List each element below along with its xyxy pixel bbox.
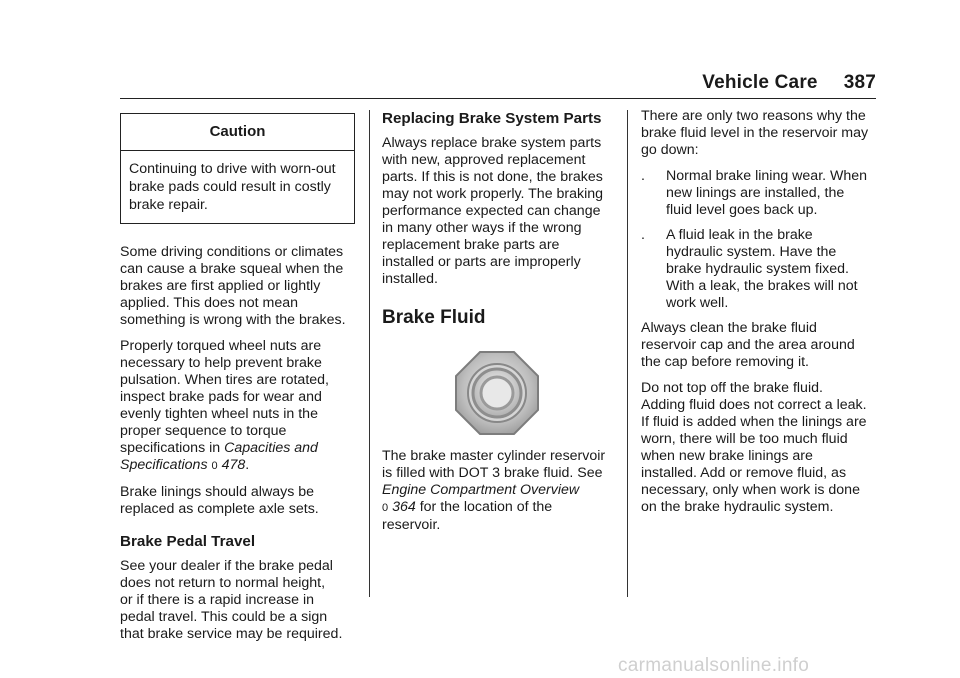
text-line: Always replace brake system parts — [382, 135, 602, 151]
brake-fluid-icon-area — [382, 330, 614, 448]
watermark: carmanualsonline.info — [618, 655, 810, 676]
column-divider — [627, 110, 628, 597]
caution-text — [121, 151, 354, 223]
list-item — [641, 227, 877, 312]
paragraph-wheel-nuts — [120, 338, 358, 475]
text-line: See your dealer if the brake pedal — [120, 558, 333, 574]
text-line: Some driving conditions or climates — [120, 244, 344, 260]
bullet-mark: . — [641, 227, 645, 243]
page-ref-478[interactable]: 478 — [221, 457, 246, 473]
text-line: go down: — [641, 142, 699, 158]
text-line: The brake master cylinder reservoir — [382, 448, 606, 464]
page-header — [702, 72, 876, 94]
heading-brake-fluid: Brake Fluid — [382, 307, 486, 328]
text-line: Brake linings should always be — [120, 484, 315, 500]
text-fragment: specifications in — [120, 440, 225, 456]
text-line: can cause a brake squeal when the — [120, 261, 344, 277]
paragraph-do-not-top-off — [641, 380, 877, 516]
text-line: Specifications 0 478. — [120, 457, 250, 473]
text-line: or if there is a rapid increase in — [120, 592, 314, 608]
text-line: installed. — [382, 271, 438, 287]
text-line: fluid level goes back up. — [666, 202, 818, 218]
text-line: with new, approved replacement — [382, 152, 586, 168]
caution-box — [120, 113, 355, 224]
column-2 — [382, 108, 614, 543]
text-line: worn, there will be too much fluid — [641, 431, 848, 447]
text-line: the cap before removing it. — [641, 354, 809, 370]
text-line: on the brake hydraulic system. — [641, 499, 834, 515]
header-rule — [120, 98, 876, 99]
text-line: installed or parts are improperly — [382, 254, 581, 270]
text-line: performance expected can change — [382, 203, 601, 219]
text-line: may not work properly. The braking — [382, 186, 604, 202]
text-line: With a leak, the brakes will not — [666, 278, 858, 294]
text-line: when new brake linings are — [641, 448, 813, 464]
heading-brake-pedal-travel: Brake Pedal Travel — [120, 533, 256, 550]
caution-line: Continuing to drive with worn-out — [129, 161, 336, 177]
heading-replacing-brake-parts: Replacing Brake System Parts — [382, 110, 602, 127]
text-line: necessary to help prevent brake — [120, 355, 322, 371]
engine-compartment-xref-link[interactable]: Engine Compartment Overview — [382, 482, 580, 498]
text-line: replaced as complete axle sets. — [120, 501, 319, 517]
text-line: Normal brake lining wear. When — [666, 168, 868, 184]
caution-title: Caution — [121, 114, 354, 151]
paragraph-pedal-travel — [120, 558, 358, 643]
text-line: There are only two reasons why the — [641, 108, 866, 124]
text-line: hydraulic system. Have the — [666, 244, 837, 260]
text-line: is filled with DOT 3 brake fluid. See — [382, 465, 603, 481]
text-line: inspect brake pads for wear and — [120, 389, 322, 405]
text-line: pulsation. When tires are rotated, — [120, 372, 329, 388]
column-1 — [120, 108, 358, 652]
specifications-xref-link[interactable]: Specifications — [120, 457, 208, 473]
text-line: reservoir. — [382, 517, 441, 533]
text-line: in many other ways if the wrong — [382, 220, 582, 236]
page-number: 387 — [843, 72, 876, 93]
text-line: new linings are installed, the — [666, 185, 845, 201]
paragraph-brake-squeal — [120, 244, 358, 329]
text-line: Always clean the brake fluid — [641, 320, 817, 336]
text-line — [120, 440, 358, 457]
text-line: work well. — [666, 295, 729, 311]
list-item — [641, 168, 877, 219]
text-line: installed. Add or remove fluid, as — [641, 465, 847, 481]
text-line: reservoir cap and the area around — [641, 337, 855, 353]
paragraph-master-cylinder — [382, 448, 614, 534]
text-line: evenly tighten wheel nuts in the — [120, 406, 318, 422]
text-line: If fluid is added when the linings are — [641, 414, 867, 430]
column-3 — [641, 108, 877, 525]
text-line: something is wrong with the brakes. — [120, 312, 346, 328]
text-line: pedal travel. This could be a sign — [120, 609, 328, 625]
column-divider — [369, 110, 370, 597]
reasons-list — [641, 168, 877, 312]
text-line: proper sequence to torque — [120, 423, 287, 439]
text-line: Do not top off the brake fluid. — [641, 380, 823, 396]
page-ref-364[interactable]: 364 — [392, 499, 416, 515]
text-line: replacement brake parts are — [382, 237, 560, 253]
text-line: necessary, only when work is done — [641, 482, 860, 498]
capacities-xref-link[interactable]: Capacities and — [224, 440, 318, 456]
text-line: Adding fluid does not correct a leak. — [641, 397, 867, 413]
text-line — [382, 499, 614, 517]
paragraph-linings — [120, 484, 358, 518]
page-ref-arrow-icon: 0 — [382, 502, 389, 514]
text-line: brake fluid level in the reservoir may — [641, 125, 869, 141]
text-line: does not return to normal height, — [120, 575, 326, 591]
text-line: brakes are first applied or lightly — [120, 278, 321, 294]
paragraph-two-reasons — [641, 108, 877, 159]
text-line: A fluid leak in the brake — [666, 227, 813, 243]
paragraph-replacing-parts — [382, 135, 614, 288]
text-line: applied. This does not mean — [120, 295, 298, 311]
text-line: parts. If this is not done, the brakes — [382, 169, 603, 185]
text-fragment: for the location of the — [415, 499, 553, 515]
caution-line: brake repair. — [129, 197, 208, 213]
page-ref-arrow-icon: 0 — [211, 460, 218, 472]
paragraph-clean-cap — [641, 320, 877, 371]
caution-line: brake pads could result in costly — [129, 179, 331, 195]
text-line: brake hydraulic system fixed. — [666, 261, 849, 277]
text-line: that brake service may be required. — [120, 626, 343, 642]
text-line: Properly torqued wheel nuts are — [120, 338, 322, 354]
bullet-mark: . — [641, 168, 645, 184]
brake-fluid-reservoir-cap-icon — [454, 350, 540, 436]
section-title: Vehicle Care — [702, 72, 818, 93]
